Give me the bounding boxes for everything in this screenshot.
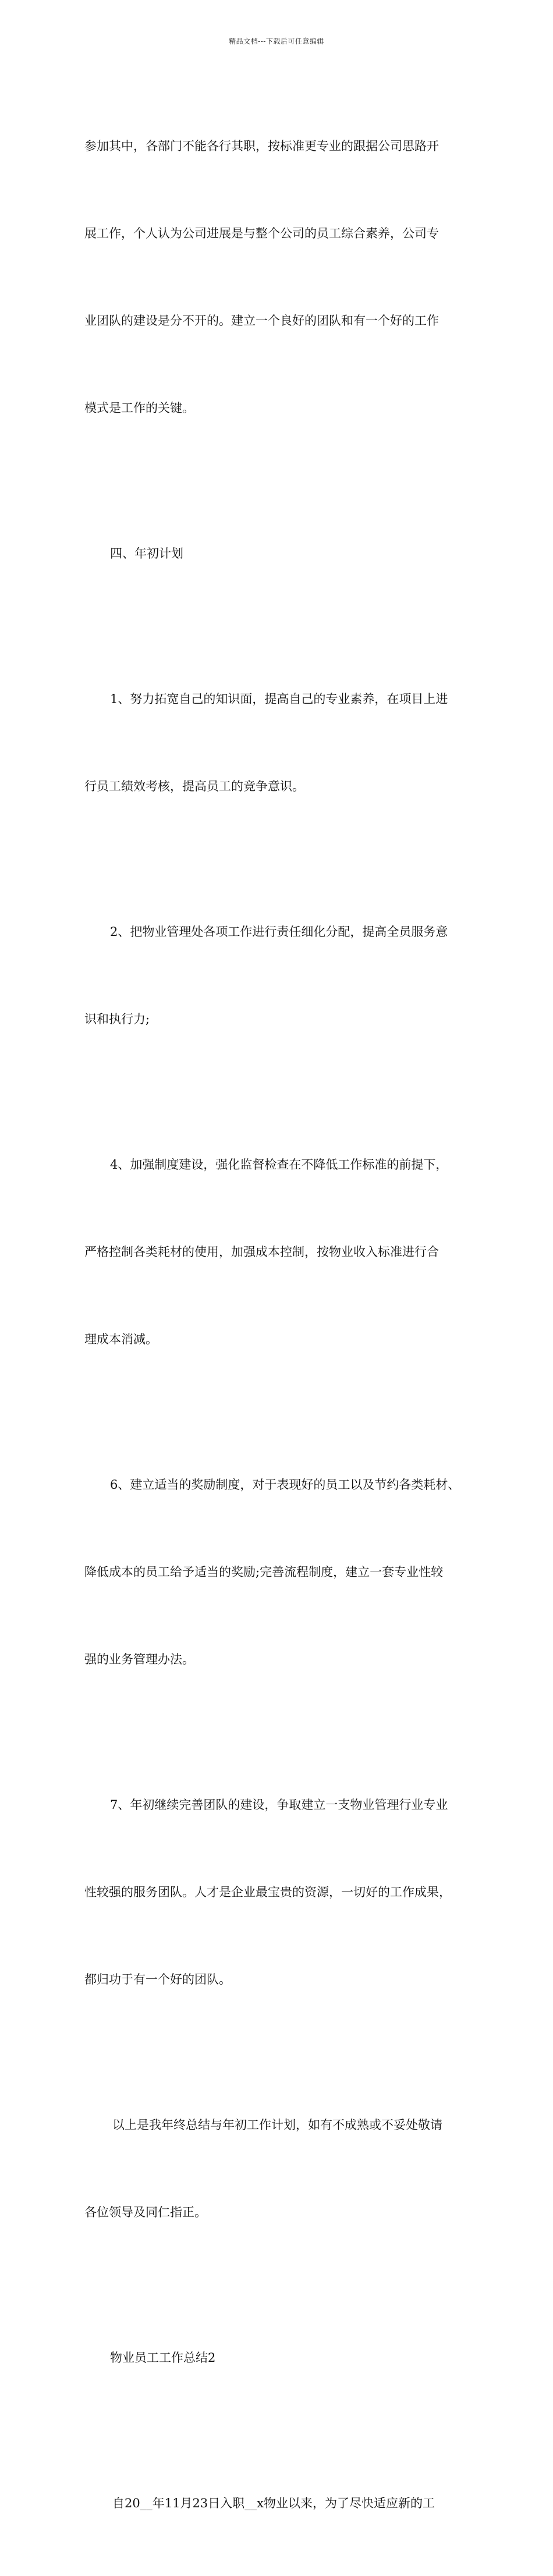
text-line: 7、年初继续完善团队的建设，争取建立一支物业管理行业专业	[110, 1798, 448, 1812]
text-line: 以上是我年终总结与年初工作计划，如有不成熟或不妥处敬请	[112, 2118, 442, 2132]
text-line: 展工作，个人认为公司进展是与整个公司的员工综合素养，公司专	[84, 226, 439, 240]
plan-item-1	[84, 626, 472, 859]
plan-item-2	[84, 859, 472, 1092]
text-line: 1、努力拓宽自己的知识面，提高自己的专业素养，在项目上进	[110, 692, 448, 706]
plan-item-7	[84, 1732, 472, 2052]
text-line: 强的业务管理办法。	[84, 1652, 194, 1666]
text-line: 都归功于有一个好的团队。	[84, 1972, 231, 1986]
summary-2-intro	[84, 2430, 472, 2576]
text-line: 理成本消减。	[84, 1332, 158, 1346]
text-line: 模式是工作的关键。	[84, 401, 194, 415]
text-line: 6、建立适当的奖励制度，对于表现好的员工以及节约各类耗材、	[110, 1478, 460, 1492]
text-line: 各位领导及同仁指正。	[84, 2205, 207, 2219]
text-line: 性较强的服务团队。人才是企业最宝贵的资源，一切好的工作成果，	[84, 1885, 451, 1899]
text-line: 参加其中，各部门不能各行其职，按标准更专业的跟据公司思路开	[84, 139, 439, 153]
text-line: 四、年初计划	[110, 547, 183, 560]
closing-paragraph	[84, 2052, 472, 2285]
document-body	[84, 73, 472, 2576]
text-line: 识和执行力;	[84, 1012, 150, 1026]
page-header: 精品文档---下载后可任意编辑	[229, 37, 324, 45]
text-line: 严格控制各类耗材的使用，加强成本控制，按物业收入标准进行合	[84, 1245, 439, 1259]
text-line: 行员工绩效考核，提高员工的竞争意识。	[84, 779, 304, 793]
text-line: 4、加强制度建设，强化监督检查在不降低工作标准的前提下，	[110, 1158, 448, 1172]
section-heading-plan	[84, 481, 472, 626]
plan-item-4	[84, 1092, 472, 1412]
text-line: 业团队的建设是分不开的。建立一个良好的团队和有一个好的工作	[84, 314, 439, 328]
text-line: 降低成本的员工给予适当的奖励;完善流程制度，建立一套专业性较	[84, 1565, 444, 1579]
text-line: 2、把物业管理处各项工作进行责任细化分配，提高全员服务意	[110, 925, 448, 939]
text-line: 物业员工工作总结2	[110, 2351, 216, 2365]
paragraph-team-building	[84, 73, 472, 481]
text-line: 自20__年11月23日入职__x物业以来，为了尽快适应新的工	[112, 2496, 435, 2510]
plan-item-6	[84, 1412, 472, 1732]
section-title-summary-2	[84, 2285, 472, 2430]
